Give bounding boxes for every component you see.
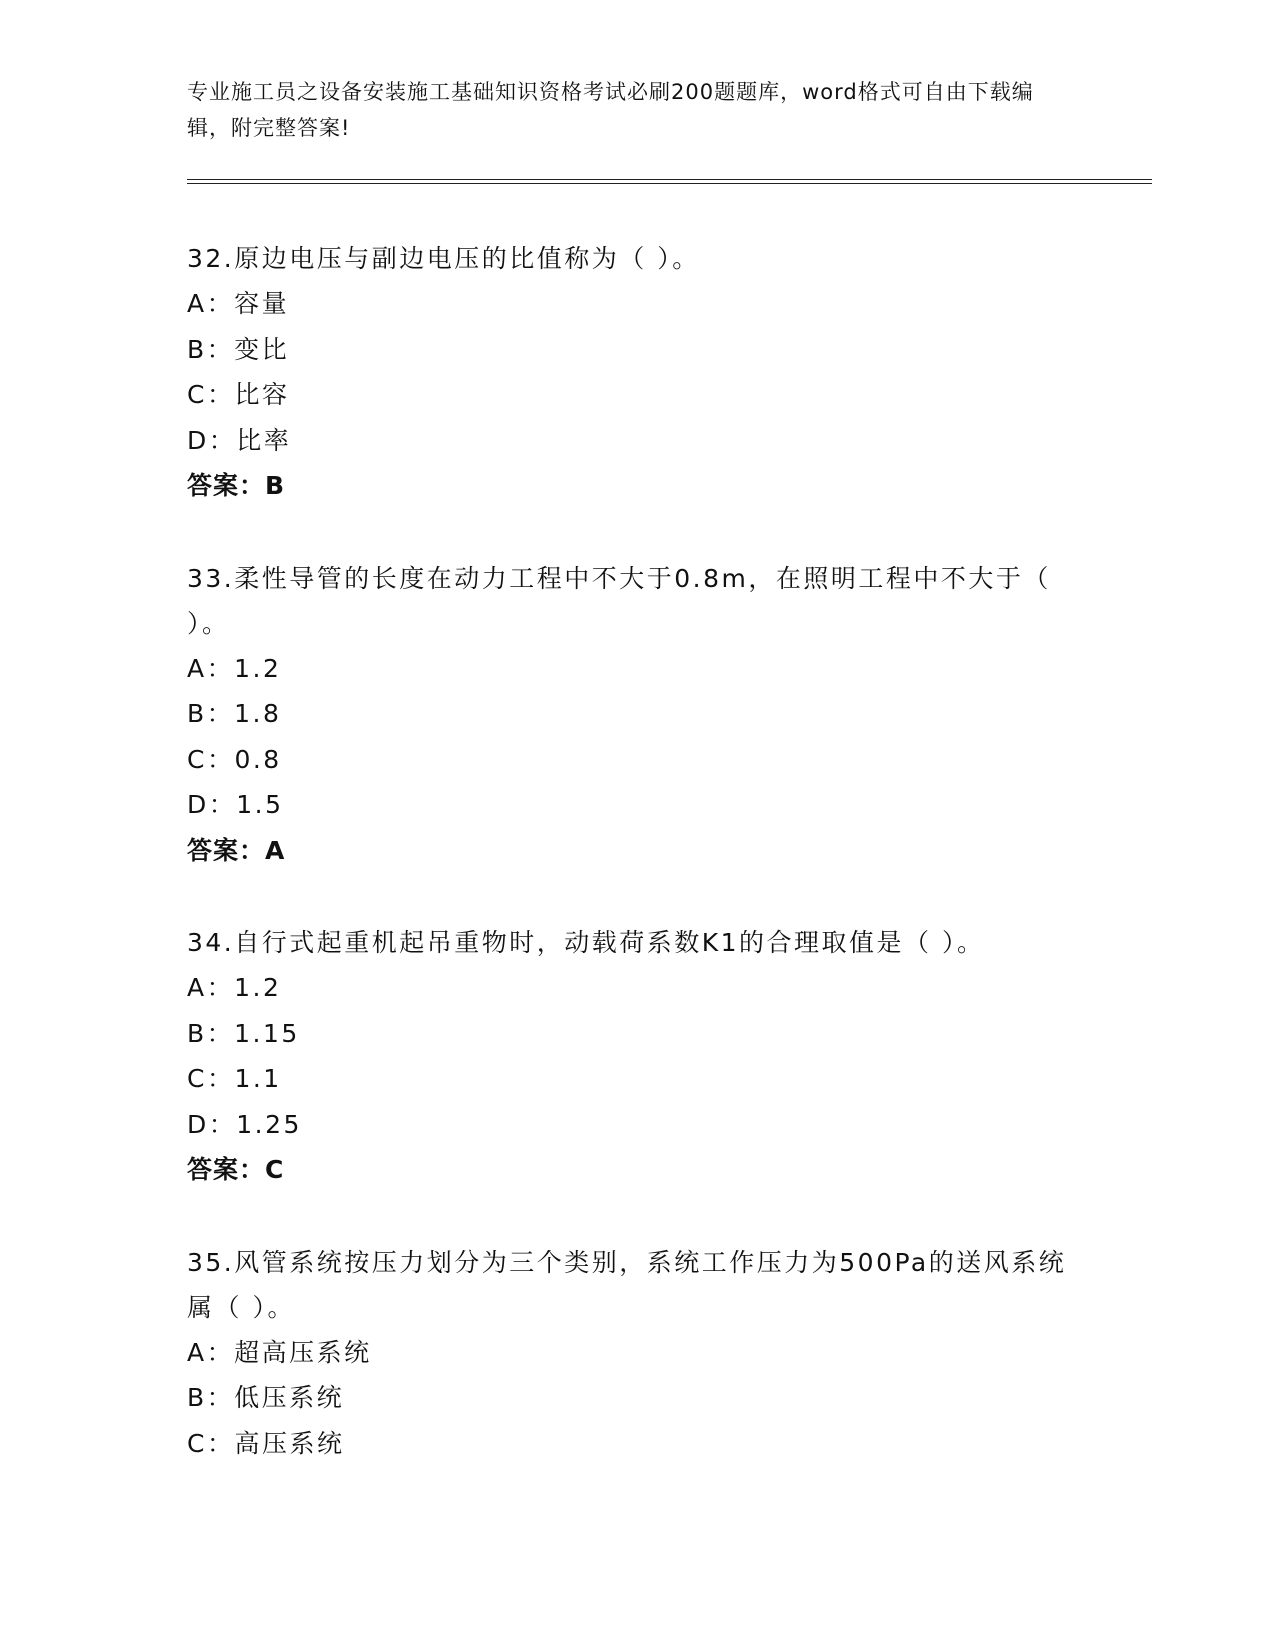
option-c: C：比容 — [187, 380, 290, 409]
option-a: A：1.2 — [187, 973, 282, 1002]
option-d: D：1.25 — [187, 1109, 302, 1139]
option-b: B：变比 — [187, 334, 290, 364]
question-text: 34.自行式起重机起吊重物时，动载荷系数K1的合理取值是（ ）。 — [187, 928, 985, 957]
answer-line: 答案：B — [187, 471, 286, 500]
option-c: C：高压系统 — [187, 1428, 345, 1458]
question-34 — [187, 920, 1087, 1193]
option-b: B：1.15 — [187, 1018, 300, 1048]
answer-line: 答案：A — [187, 835, 286, 865]
header-divider-top — [187, 179, 1152, 180]
option-b: B：1.8 — [187, 699, 282, 728]
option-c: C：1.1 — [187, 1064, 282, 1093]
question-33 — [187, 556, 1087, 874]
option-a: A：超高压系统 — [187, 1337, 372, 1367]
option-d: D：1.5 — [187, 790, 284, 819]
question-text: 35.风管系统按压力划分为三个类别，系统工作压力为500Pa的送风系统属（ ）。 — [187, 1247, 1067, 1322]
question-text: 33.柔性导管的长度在动力工程中不大于0.8m，在照明工程中不大于（ ）。 — [187, 563, 1051, 638]
option-b: B：低压系统 — [187, 1383, 345, 1412]
answer-line: 答案：C — [187, 1155, 285, 1184]
option-c: C：0.8 — [187, 744, 282, 774]
option-d: D：比率 — [187, 425, 292, 455]
header-divider-bottom — [187, 183, 1152, 184]
question-text: 32.原边电压与副边电压的比值称为（ ）。 — [187, 244, 700, 273]
question-32 — [187, 236, 1087, 509]
question-list — [187, 236, 1087, 1466]
option-a: A：容量 — [187, 289, 290, 318]
document-header: 专业施工员之设备安装施工基础知识资格考试必刷200题题库，word格式可自由下载编辑，附完整答案! — [187, 80, 1034, 140]
question-35 — [187, 1240, 1087, 1467]
option-a: A：1.2 — [187, 653, 282, 683]
